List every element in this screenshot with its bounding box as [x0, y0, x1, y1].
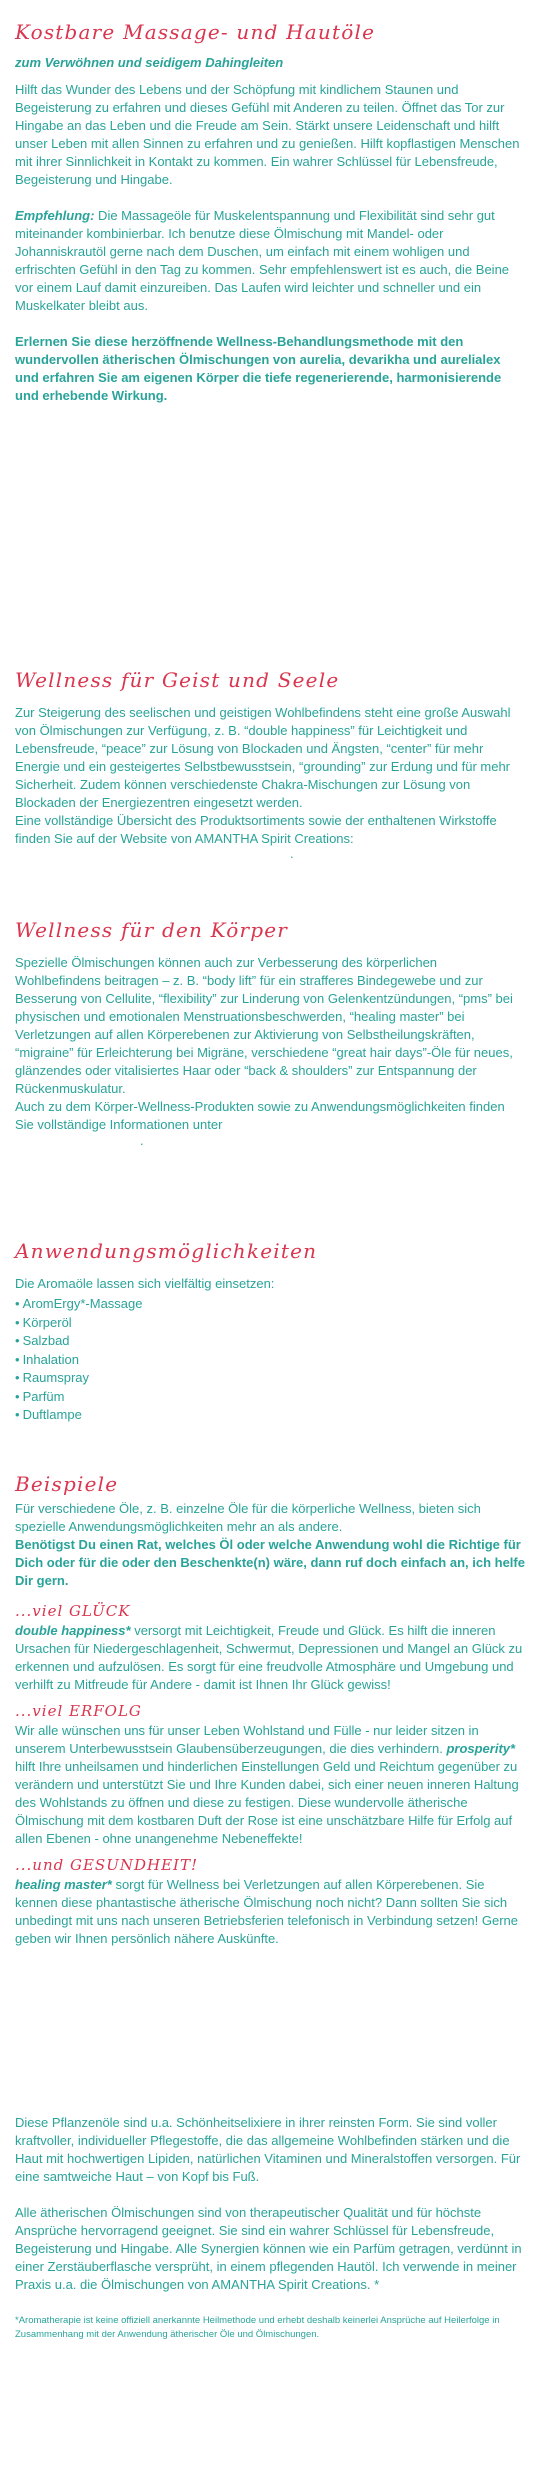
- paragraph: Für verschiedene Öle, z. B. einzelne Öle für die körperliche Wellness, bieten sich spezielle Anwendungsmöglichkeiten mehr an als andere.: [15, 1501, 481, 1534]
- list-item: • Inhalation: [15, 1351, 525, 1370]
- section-body: [15, 918, 525, 1148]
- section-subtitle: zum Verwöhnen und seidigem Dahingleiten: [15, 55, 284, 70]
- section-examples: [15, 1472, 525, 1590]
- section-mind-soul: [15, 668, 525, 860]
- paragraph-health: [15, 1876, 525, 1948]
- paragraph-text: Wir alle wünschen uns für unser Leben Wohlstand und Fülle - nur leider sitzen in unserem Unterbewusstsein Glaubensüberzeugungen, die dies verhindern.: [15, 1723, 479, 1756]
- list-item: • Parfüm: [15, 1388, 525, 1407]
- section-applications: [15, 1239, 525, 1425]
- section-luck-success-health: [15, 1602, 525, 1948]
- section-massage-oils: [15, 20, 525, 405]
- section-plant-oils: [15, 2114, 525, 2342]
- paragraph: Auch zu dem Körper-Wellness-Produkten sowie zu Anwendungsmöglichkeiten finden Sie vollständige Informationen unter: [15, 1099, 505, 1132]
- paragraph: Diese Pflanzenöle sind u.a. Schönheitselixiere in ihrer reinsten Form. Sie sind voller kraftvoller, individueller Pflegestoffe, die das allgemeine Wohlbefinden stärken und die Haut mit hochwertigen Lipiden, natürlichen Vitaminen und Mineralstoffen versorgen. Für eine samtweiche Haut – von Kopf bis Fuß.: [15, 2115, 521, 2184]
- list-item: • Körperöl: [15, 1314, 525, 1333]
- paragraph-bold: Benötigst Du einen Rat, welches Öl oder welche Anwendung wohl die Richtige für Dich oder für die oder den Beschenkte(n) wäre, dann ruf doch einfach an, ich helfe Dir gern.: [15, 1537, 525, 1588]
- product-name: double happiness*: [15, 1623, 131, 1638]
- section-title: Anwendungsmöglichkeiten: [15, 1239, 318, 1263]
- paragraph-text: sorgt für Wellness bei Verletzungen auf allen Körperebenen. Sie kennen diese phantastische ätherische Ölmischung noch nicht? Dann sollten Sie sich unbedingt mit uns nach unseren Betriebsferien telefonisch in Verbindung setzen! Gerne geben wir Ihnen persönlich nähere Auskünfte.: [15, 1877, 518, 1946]
- paragraph-recommendation: [15, 207, 525, 315]
- section-title: Wellness für Geist und Seele: [15, 668, 340, 692]
- subheading-health: ...und GESUNDHEIT!: [15, 1856, 198, 1874]
- paragraph-success: [15, 1722, 525, 1848]
- paragraph: Alle ätherischen Ölmischungen sind von therapeutischer Qualität und für höchste Ansprüche hervorragend geeignet. Sie sind ein wahrer Schlüssel für Lebensfreude, Begeisterung und Hingabe. Alle Synergien können wie ein Parfüm getragen, verdünnt in einer Zerstäuberflasche versprüht, in einem pflegenden Hautöl. Ich verwende in meiner Praxis u.a. die Ölmischungen von AMANTHA Spirit Creations. *: [15, 2205, 522, 2292]
- paragraph-luck: [15, 1622, 525, 1694]
- applications-list: [15, 1295, 525, 1425]
- paragraph: Spezielle Ölmischungen können auch zur Verbesserung des körperlichen Wohlbefindens beitragen – z. B. “body lift” für ein strafferes Bindegewebe und zur Besserung von Cellulite, “flexibility” zur Linderung von Gelenkentzündungen, “pms” bei physischen und emotionalen Menstruationsbeschwerden, “healing master” bei Verletzungen auf allen Körperebenen zur Aktivierung von Selbstheilungskräften, “migraine” für Erleichterung bei Migräne, verschiedene “great hair days”-Öle für neues, glänzendes oder vitalisiertes Haar oder “back & shoulders” zur Entspannung der Rückenmuskulatur.: [15, 955, 513, 1096]
- section-title: Wellness für den Körper: [15, 918, 289, 942]
- list-item: • Raumspray: [15, 1369, 525, 1388]
- section-title: Beispiele: [15, 1472, 119, 1496]
- paragraph: Eine vollständige Übersicht des Produktsortiments sowie der enthaltenen Wirkstoffe finden Sie auf der Website von AMANTHA Spirit Creations:: [15, 813, 497, 846]
- recommendation-label: Empfehlung:: [15, 208, 95, 223]
- footnote: *Aromatherapie ist keine offiziell anerkannte Heilmethode und erhebt deshalb keinerlei Ansprüche auf Heilerfolge in Zusammenhang mit der Anwendung ätherischer Öle und Ölmischungen.: [15, 2315, 500, 2340]
- paragraph: Zur Steigerung des seelischen und geistigen Wohlbefindens steht eine große Auswahl von Ölmischungen zur Verfügung, z. B. “double happiness” für Leichtigkeit und Lebensfreude, “peace” zur Lösung von Blockaden und Ängsten, “center” für mehr Energie und ein gesteigertes Selbstbewusstsein, “grounding” zur Erdung und für mehr Sicherheit. Zudem können verschiedenste Chakra-Mischungen zur Lösung von Blockaden der Energiezentren eingesetzt werden.: [15, 705, 511, 810]
- paragraph-bold: Erlernen Sie diese herzöffnende Wellness-Behandlungsmethode mit den wundervollen ätherischen Ölmischungen von aurelia, devarikha und aurelialex und erfahren Sie am eigenen Körper die tiefe regenerierende, harmonisierende und erhebende Wirkung.: [15, 334, 502, 403]
- list-item: • AromErgy*-Massage: [15, 1295, 525, 1314]
- subheading-success: ...viel ERFOLG: [15, 1702, 142, 1720]
- recommendation-text: Die Massageöle für Muskelentspannung und Flexibilität sind sehr gut miteinander kombinierbar. Ich benutze diese Ölmischung mit Mandel- oder Johanniskrautöl gerne nach dem Duschen, um einfach mit einem wohligen und erfrischten Gefühl in den Tag zu kommen. Sehr empfehlenswert ist es auch, die Beine vor einem Lauf damit einzureiben. Das Laufen wird leichter und schneller und ein Muskelkater bleibt aus.: [15, 208, 510, 313]
- product-name: healing master*: [15, 1877, 112, 1892]
- paragraph-dot: .: [140, 1133, 144, 1148]
- product-name: prosperity*: [446, 1741, 516, 1756]
- paragraph-dot: .: [290, 846, 294, 861]
- paragraph: Hilft das Wunder des Lebens und der Schöpfung mit kindlichem Staunen und Begeisterung zu erfahren und dieses Gefühl mit Anderen zu teilen. Öffnet das Tor zur Hingabe an das Leben und die Freude am Sein. Stärkt unsere Leidenschaft und hilft unser Leben mit allen Sinnen zu erfahren und zu genießen. Hilft kopflastigen Menschen mit ihrer Sinnlichkeit in Kontakt zu kommen. Ein wahrer Schlüssel für Lebensfreude, Begeisterung und Hingabe.: [15, 82, 520, 187]
- paragraph-intro: Die Aromaöle lassen sich vielfältig einsetzen:: [15, 1276, 275, 1291]
- subheading-luck: ...viel GLÜCK: [15, 1602, 131, 1620]
- list-item: • Duftlampe: [15, 1406, 525, 1425]
- list-item: • Salzbad: [15, 1332, 525, 1351]
- paragraph-text: versorgt mit Leichtigkeit, Freude und Glück. Es hilft die inneren Ursachen für Niedergeschlagenheit, Schwermut, Depressionen und Mangel an Glück zu erkennen und aufzulösen. Es sorgt für eine freudvolle Atmosphäre und Umgebung und verhilft zu Mitfreude für Andere - damit ist Ihnen Ihr Glück gewiss!: [15, 1623, 523, 1692]
- paragraph-text: hilft Ihre unheilsamen und hinderlichen Einstellungen Geld und Reichtum gegenüber zu verändern und unterstützt Sie und Ihre Kunden dabei, sich einer neuen inneren Haltung des Wohlstands zu öffnen und diese zu festigen. Diese wundervolle ätherische Ölmischung mit dem kostbaren Duft der Rose ist eine unschätzbare Hilfe für Erfolg auf allen Ebenen - ohne unangenehme Nebeneffekte!: [15, 1759, 519, 1846]
- section-title: Kostbare Massage- und Hautöle: [15, 20, 376, 44]
